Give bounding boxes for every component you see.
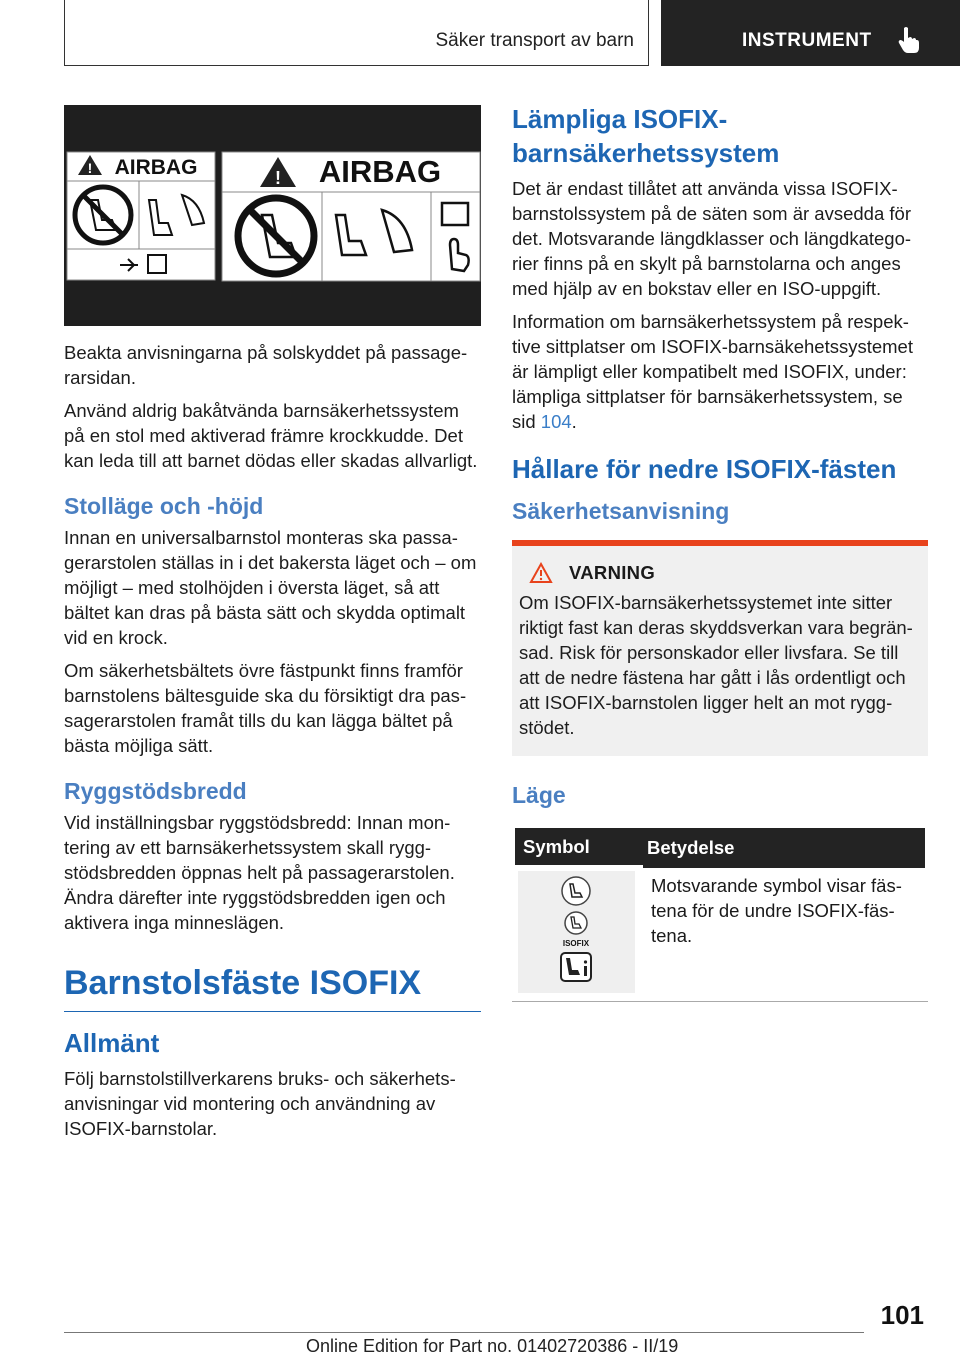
paragraph: Innan en universalbarnstol monteras ska passagerarstolen ställas in i det bakersta läget och – om möjligt – med stolhöjden i översta läget, så att bältet kan dras på bästa sätt och skydda optimalt vid en krock.: [64, 527, 477, 648]
paragraph-text-end: .: [571, 411, 577, 432]
airbag-warning-figure: [64, 105, 481, 326]
isofix-symbols-icon: [518, 871, 628, 987]
paragraph: Det är endast tillåtet att använda vissa ISOFIX-barnstolssystem på de säten som är avsedda för det. Motsvarande längdklasser och längdkategorier finns på en skylt på barnstolarna och anges med hjälp av en bokstav eller en ISO-uppgift.: [512, 178, 912, 299]
warning-text: Om ISOFIX-barnsäkerhetssystemet inte sitter riktigt fast kan deras skyddsverkan vara begränsad. Risk för personskador eller livsfara. Se till att de nedre fästena har gått i lås ordentligt och att ISOFIX-barnstolen ligger helt an mot ryggstödet.: [519, 592, 913, 738]
warning-title-row: [529, 562, 921, 584]
table-cell-betydelse: Motsvarande symbol visar fästena för de undre ISOFIX-fästena.: [651, 875, 902, 946]
heading-lampliga-isofix: Lämpliga ISOFIX-barnsäkerhetssystem: [512, 104, 780, 168]
heading-ryggstodsbredd: Ryggstödsbredd: [64, 778, 247, 804]
table-header-betydelse: Betydelse: [639, 828, 925, 868]
table-header-row: [515, 828, 925, 868]
airbag-small-label: AIRBAG: [114, 156, 198, 179]
svg-text:!: !: [87, 160, 93, 176]
paragraph: Använd aldrig bakåtvända barnsäkerhetssystem på en stol med aktiverad främre krockkudde. Det kan leda till att barnet dödas eller skadas allvarligt.: [64, 400, 478, 471]
warning-box: [512, 540, 928, 756]
header-chapter-title: INSTRUMENT: [742, 30, 872, 51]
table-cell-symbols: [515, 868, 639, 993]
heading-sakerhetsanvisning: Säkerhetsanvisning: [512, 498, 730, 524]
svg-text:!: !: [275, 168, 281, 188]
airbag-large-label: AIRBAG: [318, 154, 442, 189]
paragraph: [512, 309, 928, 434]
heading-allmant: Allmänt: [64, 1028, 160, 1058]
table-header-symbol: Symbol: [515, 828, 639, 868]
heading-lage: Läge: [512, 782, 566, 808]
right-column: [512, 105, 928, 1002]
page-number: 101: [880, 1300, 924, 1330]
symbol-table: [512, 828, 928, 993]
paragraph: Följ barnstolstillverkarens bruks- och säkerhetsanvisningar vid montering och användning av ISOFIX-barnstolar.: [64, 1068, 456, 1139]
airbag-label-illustration: [64, 105, 481, 326]
warning-title: VARNING: [569, 562, 656, 583]
heading-hallare-isofix: Hållare för nedre ISOFIX-fästen: [512, 454, 897, 484]
paragraph: Beakta anvisningarna på solskyddet på passagerarsidan.: [64, 342, 468, 388]
paragraph: Om säkerhetsbältets övre fästpunkt finns framför barnstolens bältesguide ska du försiktigt dra passagerarstolen framåt tills du kan lägga bältet på bästa möjliga sätt.: [64, 660, 467, 756]
paragraph: Vid inställningsbar ryggstödsbredd: Innan montering av ett barnsäkerhetssystem skall ryggstödsbredden öppnas helt på passagerarstolen. Ändra därefter inte ryggstödsbredden igen och aktivera inga minneslägen.: [64, 812, 455, 933]
footer-edition: Online Edition for Part no. 01402720386 - II/19: [306, 1336, 679, 1356]
table-bottom-rule: [512, 1001, 928, 1002]
footer-rule: [64, 1332, 864, 1333]
header-section-box: [64, 0, 649, 66]
table-row: [515, 868, 925, 993]
isofix-icon-label: ISOFIX: [562, 939, 590, 948]
pointing-hand-icon: [897, 26, 921, 54]
warning-triangle-icon: [529, 562, 553, 584]
heading-stollage: Stolläge och -höjd: [64, 493, 264, 519]
left-column: [64, 105, 481, 1149]
header-section-title: Säker transport av barn: [435, 30, 634, 51]
heading-barnstolsfaste-isofix: Barnstolsfäste ISOFIX: [64, 943, 481, 1012]
header-chapter-tab[interactable]: [661, 0, 960, 66]
page-reference-link[interactable]: 104: [540, 411, 572, 432]
paragraph-text: Information om barnsäkerhetssystem på respektive sittplatser om ISOFIX-barnsäkehetssystemet är lämpligt eller kompatibelt med ISOFIX, under: lämpliga sittplatser för barnsäkerhetssystem, se sid: [512, 311, 913, 432]
